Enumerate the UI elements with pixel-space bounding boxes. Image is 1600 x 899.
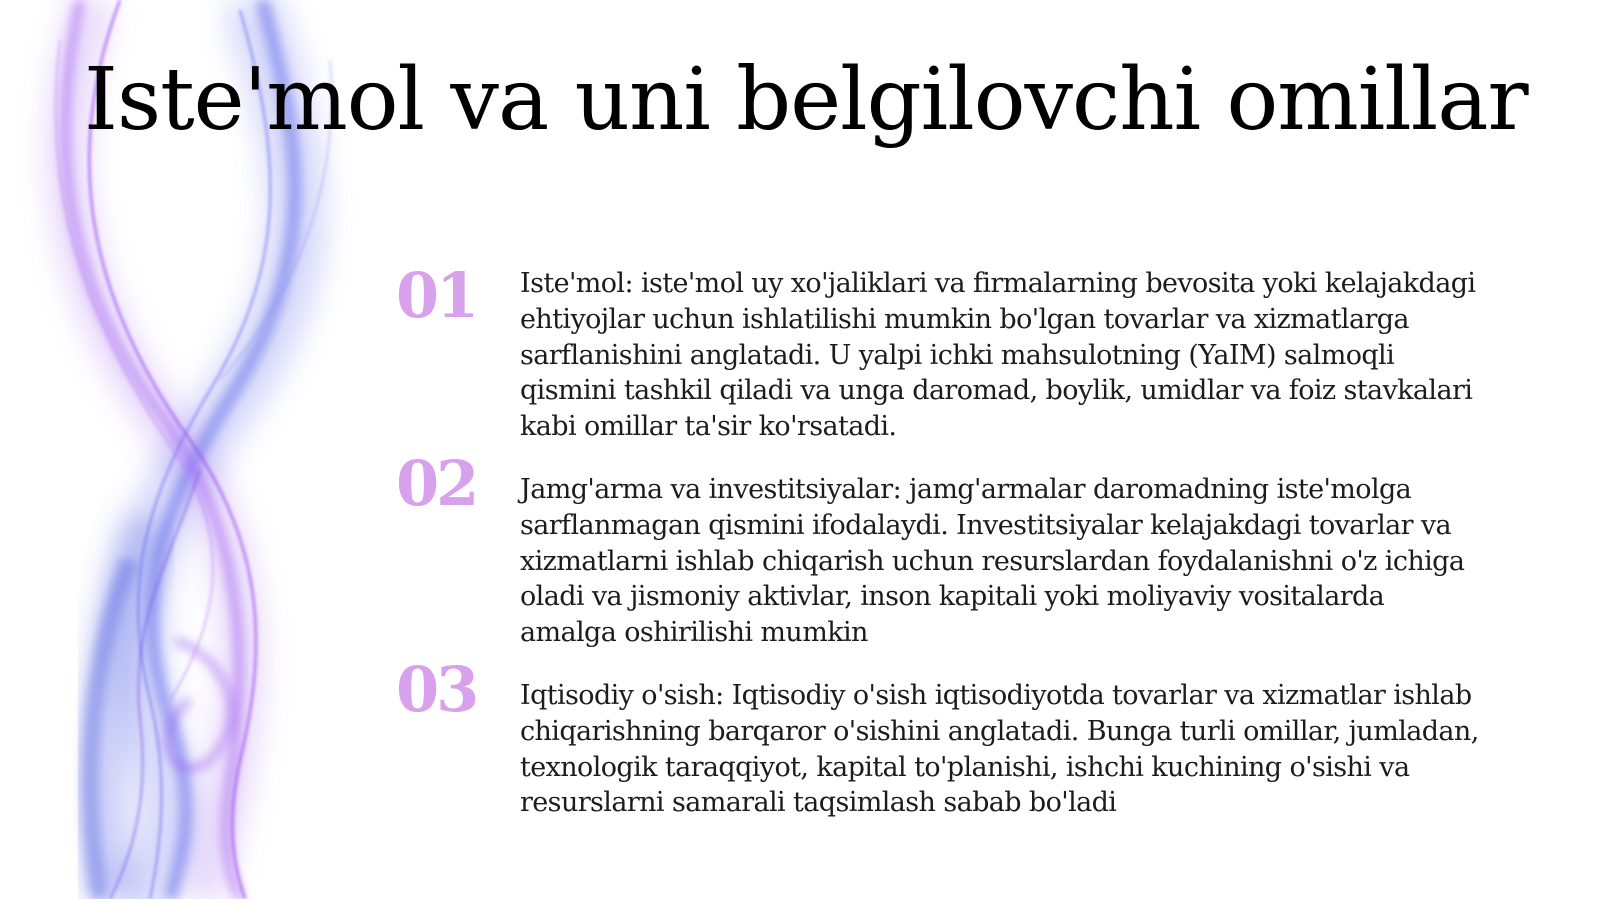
slide-title: Iste'mol va uni belgilovchi omillar [84,50,1528,150]
item-text-consumption: Iste'mol: iste'mol uy xo'jaliklari va firmalarning bevosita yoki kelajakdagi ehtiyojlar uchun ishlatilishi mumkin bo'lgan tovarlar va xizmatlarga sarflanishini anglatadi. U yalpi ichki mahsulotning (YaIM) salmoqli qismini tashkil qiladi va unga daromad, boylik, umidlar va foiz stavkalari kabi omillar ta'sir ko'rsatadi. [520,268,1476,443]
item-number-01: 01 [396,259,477,332]
item-text-economic-growth: Iqtisodiy o'sish: Iqtisodiy o'sish iqtisodiyotda tovarlar va xizmatlar ishlab chiqarishning barqaror o'sishini anglatadi. Bunga turli omillar, jumladan, texnologik taraqqiyot, kapital to'planishi, ishchi kuchining o'sishi va resurslarni samarali taqsimlash sabab bo'ladi [520,680,1479,819]
item-number-02: 02 [396,447,477,520]
item-text-savings-investment: Jamg'arma va investitsiyalar: jamg'armalar daromadning iste'molga sarflanmagan qismini ifodalaydi. Investitsiyalar kelajakdagi tovarlar va xizmatlarni ishlab chiqarish uchun resurslardan foydalanishni o'z ichiga oladi va jismoniy aktivlar, inson kapitali yoki moliyaviy vositalarda amalga oshirilishi mumkin [520,474,1465,649]
item-number-03: 03 [396,653,477,726]
